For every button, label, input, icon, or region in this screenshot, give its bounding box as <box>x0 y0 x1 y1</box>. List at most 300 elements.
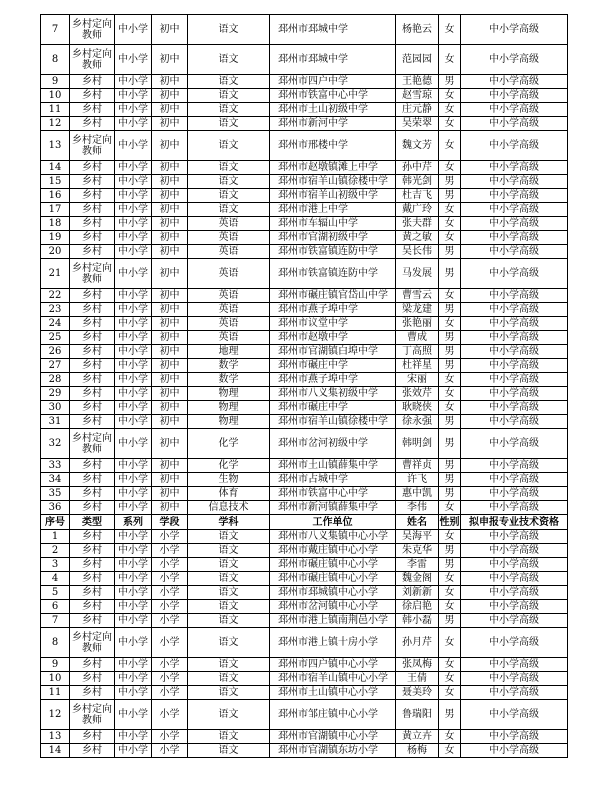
cell-stage: 小学 <box>152 628 188 658</box>
cell-series: 中小学 <box>115 558 152 572</box>
cell-type: 乡村 <box>70 672 115 686</box>
cell-subject: 英语 <box>188 217 270 231</box>
cell-subject: 英语 <box>188 289 270 303</box>
cell-qualification: 中小学高级 <box>461 303 568 317</box>
table-row <box>41 658 568 672</box>
cell-gender: 男 <box>439 189 461 203</box>
cell-qualification: 中小学高级 <box>461 459 568 473</box>
cell-stage: 初中 <box>152 401 188 415</box>
cell-series: 中小学 <box>115 658 152 672</box>
cell-type: 乡村 <box>70 231 115 245</box>
cell-seq: 9 <box>41 658 70 672</box>
cell-unit: 邳州市八义集镇中心小学 <box>270 530 396 544</box>
cell-seq: 10 <box>41 672 70 686</box>
cell-series: 中小学 <box>115 487 152 501</box>
cell-name: 梁龙建 <box>396 303 439 317</box>
cell-series: 中小学 <box>115 231 152 245</box>
cell-type: 乡村 <box>70 387 115 401</box>
cell-subject: 语文 <box>188 672 270 686</box>
cell-stage: 小学 <box>152 600 188 614</box>
cell-gender: 女 <box>439 89 461 103</box>
table-row <box>41 501 568 515</box>
cell-gender: 男 <box>439 429 461 459</box>
cell-name: 丁高照 <box>396 345 439 359</box>
cell-series: 中小学 <box>115 15 152 45</box>
cell-name: 李伟 <box>396 501 439 515</box>
cell-gender: 女 <box>439 501 461 515</box>
cell-seq: 7 <box>41 15 70 45</box>
cell-stage: 小学 <box>152 700 188 730</box>
cell-stage: 初中 <box>152 473 188 487</box>
cell-gender: 女 <box>439 103 461 117</box>
cell-stage: 初中 <box>152 331 188 345</box>
cell-series: 中小学 <box>115 117 152 131</box>
cell-series: 中小学 <box>115 359 152 373</box>
cell-subject: 英语 <box>188 259 270 289</box>
table-row <box>41 487 568 501</box>
cell-seq: 7 <box>41 614 70 628</box>
cell-qualification: 中小学高级 <box>461 131 568 161</box>
cell-series: 中小学 <box>115 203 152 217</box>
cell-seq: 27 <box>41 359 70 373</box>
cell-subject: 语文 <box>188 730 270 744</box>
cell-gender: 男 <box>439 415 461 429</box>
cell-name: 宋丽 <box>396 373 439 387</box>
cell-gender: 女 <box>439 586 461 600</box>
cell-series: 中小学 <box>115 161 152 175</box>
cell-series: 中小学 <box>115 45 152 75</box>
cell-type: 乡村 <box>70 530 115 544</box>
cell-gender: 女 <box>439 628 461 658</box>
cell-seq: 36 <box>41 501 70 515</box>
column-header-type: 类型 <box>70 515 115 530</box>
cell-series: 中小学 <box>115 245 152 259</box>
table-row <box>41 161 568 175</box>
cell-name: 魏金阁 <box>396 572 439 586</box>
cell-type: 乡村 <box>70 558 115 572</box>
cell-name: 黄立卉 <box>396 730 439 744</box>
table-row <box>41 700 568 730</box>
cell-qualification: 中小学高级 <box>461 189 568 203</box>
cell-series: 中小学 <box>115 614 152 628</box>
cell-name: 张艳丽 <box>396 317 439 331</box>
table-row <box>41 614 568 628</box>
cell-stage: 初中 <box>152 89 188 103</box>
cell-gender: 女 <box>439 401 461 415</box>
table-row <box>41 175 568 189</box>
cell-gender: 男 <box>439 331 461 345</box>
cell-gender: 女 <box>439 117 461 131</box>
cell-qualification: 中小学高级 <box>461 614 568 628</box>
cell-stage: 初中 <box>152 429 188 459</box>
cell-gender: 女 <box>439 672 461 686</box>
table-row <box>41 245 568 259</box>
cell-type: 乡村 <box>70 658 115 672</box>
cell-series: 中小学 <box>115 331 152 345</box>
table-row <box>41 103 568 117</box>
cell-qualification: 中小学高级 <box>461 401 568 415</box>
cell-name: 徐启艳 <box>396 600 439 614</box>
table-row <box>41 203 568 217</box>
table-row <box>41 259 568 289</box>
cell-seq: 28 <box>41 373 70 387</box>
cell-gender: 女 <box>439 373 461 387</box>
cell-subject: 物理 <box>188 415 270 429</box>
cell-unit: 邳州市官湖镇中心小学 <box>270 730 396 744</box>
cell-subject: 语文 <box>188 686 270 700</box>
cell-stage: 小学 <box>152 572 188 586</box>
cell-unit: 邳州市赵墩镇滩上中学 <box>270 161 396 175</box>
cell-unit: 邳州市邳城中学 <box>270 15 396 45</box>
cell-name: 曹成 <box>396 331 439 345</box>
cell-qualification: 中小学高级 <box>461 744 568 758</box>
cell-stage: 初中 <box>152 161 188 175</box>
cell-seq: 26 <box>41 345 70 359</box>
cell-qualification: 中小学高级 <box>461 259 568 289</box>
cell-stage: 小学 <box>152 544 188 558</box>
cell-name: 赵雪琼 <box>396 89 439 103</box>
cell-unit: 邳州市宿羊山镇徐楼中学 <box>270 415 396 429</box>
cell-type: 乡村 <box>70 373 115 387</box>
cell-unit: 邳州市官湖镇白埠中学 <box>270 345 396 359</box>
table-row <box>41 544 568 558</box>
cell-subject: 化学 <box>188 459 270 473</box>
cell-name: 黄之敏 <box>396 231 439 245</box>
cell-stage: 初中 <box>152 317 188 331</box>
cell-stage: 初中 <box>152 487 188 501</box>
cell-qualification: 中小学高级 <box>461 501 568 515</box>
cell-gender: 男 <box>439 359 461 373</box>
table-row <box>41 345 568 359</box>
cell-stage: 初中 <box>152 415 188 429</box>
cell-stage: 初中 <box>152 359 188 373</box>
table-row <box>41 459 568 473</box>
table-row <box>41 744 568 758</box>
cell-type: 乡村 <box>70 103 115 117</box>
cell-series: 中小学 <box>115 473 152 487</box>
cell-stage: 小学 <box>152 672 188 686</box>
table-row <box>41 131 568 161</box>
cell-stage: 小学 <box>152 586 188 600</box>
cell-subject: 化学 <box>188 429 270 459</box>
cell-unit: 邳州市碾庄中学 <box>270 401 396 415</box>
cell-series: 中小学 <box>115 103 152 117</box>
cell-stage: 初中 <box>152 103 188 117</box>
cell-seq: 1 <box>41 530 70 544</box>
column-header-qualification: 拟申报专业技术资格 <box>461 515 568 530</box>
cell-subject: 语文 <box>188 744 270 758</box>
cell-subject: 语文 <box>188 558 270 572</box>
cell-unit: 邳州市碾庄中学 <box>270 359 396 373</box>
cell-type: 乡村 <box>70 572 115 586</box>
cell-type: 乡村 <box>70 730 115 744</box>
cell-stage: 初中 <box>152 189 188 203</box>
cell-qualification: 中小学高级 <box>461 572 568 586</box>
table-row <box>41 401 568 415</box>
cell-subject: 语文 <box>188 530 270 544</box>
cell-qualification: 中小学高级 <box>461 289 568 303</box>
cell-seq: 22 <box>41 289 70 303</box>
table-row <box>41 558 568 572</box>
cell-gender: 女 <box>439 530 461 544</box>
cell-stage: 小学 <box>152 614 188 628</box>
cell-name: 李雷 <box>396 558 439 572</box>
cell-seq: 6 <box>41 600 70 614</box>
cell-type: 乡村 <box>70 586 115 600</box>
document-page <box>40 14 567 758</box>
cell-gender: 男 <box>439 473 461 487</box>
cell-unit: 邳州市土山镇中心小学 <box>270 686 396 700</box>
cell-unit: 邳州市八义集初级中学 <box>270 387 396 401</box>
table-row <box>41 429 568 459</box>
cell-name: 杨艳云 <box>396 15 439 45</box>
column-header-subject: 学科 <box>188 515 270 530</box>
cell-series: 中小学 <box>115 628 152 658</box>
cell-type: 乡村 <box>70 245 115 259</box>
cell-name: 范园园 <box>396 45 439 75</box>
cell-unit: 邳州市赵墩中学 <box>270 331 396 345</box>
cell-unit: 邳州市铁富镇连防中学 <box>270 259 396 289</box>
cell-type: 乡村 <box>70 501 115 515</box>
cell-seq: 32 <box>41 429 70 459</box>
cell-gender: 女 <box>439 289 461 303</box>
cell-seq: 19 <box>41 231 70 245</box>
cell-gender: 女 <box>439 730 461 744</box>
cell-qualification: 中小学高级 <box>461 558 568 572</box>
cell-type: 乡村 <box>70 614 115 628</box>
table-row <box>41 415 568 429</box>
cell-type: 乡村 <box>70 303 115 317</box>
cell-seq: 30 <box>41 401 70 415</box>
cell-qualification: 中小学高级 <box>461 331 568 345</box>
table-row <box>41 75 568 89</box>
cell-seq: 8 <box>41 628 70 658</box>
cell-qualification: 中小学高级 <box>461 359 568 373</box>
cell-seq: 24 <box>41 317 70 331</box>
cell-subject: 英语 <box>188 331 270 345</box>
cell-gender: 男 <box>439 700 461 730</box>
cell-unit: 邳州市四户中学 <box>270 75 396 89</box>
cell-unit: 邳州市岔河镇中心小学 <box>270 600 396 614</box>
cell-unit: 邳州市占城中学 <box>270 473 396 487</box>
cell-seq: 11 <box>41 686 70 700</box>
cell-seq: 20 <box>41 245 70 259</box>
cell-qualification: 中小学高级 <box>461 429 568 459</box>
cell-series: 中小学 <box>115 345 152 359</box>
cell-type: 乡村 <box>70 401 115 415</box>
cell-stage: 初中 <box>152 259 188 289</box>
cell-qualification: 中小学高级 <box>461 730 568 744</box>
cell-gender: 女 <box>439 217 461 231</box>
cell-name: 曹祥贞 <box>396 459 439 473</box>
cell-unit: 邳州市岔河初级中学 <box>270 429 396 459</box>
cell-stage: 初中 <box>152 15 188 45</box>
table-row <box>41 217 568 231</box>
cell-series: 中小学 <box>115 544 152 558</box>
column-header-gender: 性别 <box>439 516 460 528</box>
cell-subject: 数学 <box>188 373 270 387</box>
cell-qualification: 中小学高级 <box>461 75 568 89</box>
cell-gender: 男 <box>439 245 461 259</box>
table-row <box>41 586 568 600</box>
table-row <box>41 331 568 345</box>
cell-subject: 英语 <box>188 317 270 331</box>
cell-type: 乡村 <box>70 75 115 89</box>
cell-type: 乡村定向教师 <box>70 15 115 45</box>
cell-subject: 英语 <box>188 245 270 259</box>
cell-name: 吴长伟 <box>396 245 439 259</box>
cell-type: 乡村 <box>70 359 115 373</box>
cell-stage: 初中 <box>152 117 188 131</box>
column-header-stage: 学段 <box>152 515 188 530</box>
cell-type: 乡村 <box>70 415 115 429</box>
cell-name: 张效芹 <box>396 387 439 401</box>
cell-qualification: 中小学高级 <box>461 415 568 429</box>
cell-qualification: 中小学高级 <box>461 89 568 103</box>
cell-gender: 女 <box>439 600 461 614</box>
cell-subject: 语文 <box>188 117 270 131</box>
cell-unit: 邳州市新河中学 <box>270 117 396 131</box>
table-row <box>41 572 568 586</box>
table-body <box>41 15 568 758</box>
cell-unit: 邳州市港上镇南荆邑小学 <box>270 614 396 628</box>
cell-gender: 男 <box>439 544 461 558</box>
cell-unit: 邳州市铁富中心中学 <box>270 89 396 103</box>
cell-series: 中小学 <box>115 75 152 89</box>
cell-name: 曹雪云 <box>396 289 439 303</box>
table-row <box>41 600 568 614</box>
cell-series: 中小学 <box>115 686 152 700</box>
cell-gender: 女 <box>439 161 461 175</box>
cell-stage: 初中 <box>152 175 188 189</box>
cell-unit: 邳州市官湖镇东坊小学 <box>270 744 396 758</box>
cell-seq: 33 <box>41 459 70 473</box>
cell-stage: 初中 <box>152 459 188 473</box>
cell-subject: 信息技术 <box>188 501 270 515</box>
cell-type: 乡村 <box>70 289 115 303</box>
cell-seq: 5 <box>41 586 70 600</box>
cell-gender: 女 <box>439 387 461 401</box>
cell-gender: 女 <box>439 686 461 700</box>
cell-seq: 31 <box>41 415 70 429</box>
cell-gender: 女 <box>439 231 461 245</box>
cell-unit: 邳州市燕子埠中学 <box>270 373 396 387</box>
cell-series: 中小学 <box>115 317 152 331</box>
cell-type: 乡村 <box>70 217 115 231</box>
cell-subject: 语文 <box>188 103 270 117</box>
cell-qualification: 中小学高级 <box>461 45 568 75</box>
cell-seq: 9 <box>41 75 70 89</box>
column-header-seq: 序号 <box>41 515 70 530</box>
cell-unit: 邳州市邳城中学 <box>270 45 396 75</box>
cell-stage: 初中 <box>152 45 188 75</box>
cell-gender: 男 <box>439 345 461 359</box>
cell-series: 中小学 <box>115 586 152 600</box>
table-row <box>41 686 568 700</box>
cell-gender: 女 <box>439 131 461 161</box>
cell-name: 杜祥星 <box>396 359 439 373</box>
cell-name: 马发展 <box>396 259 439 289</box>
table-row <box>41 231 568 245</box>
cell-series: 中小学 <box>115 429 152 459</box>
table-row <box>41 303 568 317</box>
cell-unit: 邳州市车辐山中学 <box>270 217 396 231</box>
cell-subject: 生物 <box>188 473 270 487</box>
cell-name: 杨梅 <box>396 744 439 758</box>
cell-unit: 邳州市港上中学 <box>270 203 396 217</box>
cell-type: 乡村 <box>70 600 115 614</box>
cell-type: 乡村 <box>70 744 115 758</box>
cell-name: 韩明剑 <box>396 429 439 459</box>
cell-qualification: 中小学高级 <box>461 700 568 730</box>
cell-qualification: 中小学高级 <box>461 175 568 189</box>
cell-stage: 小学 <box>152 658 188 672</box>
cell-type: 乡村 <box>70 317 115 331</box>
cell-name: 张凤梅 <box>396 658 439 672</box>
cell-name: 鲁瑞阳 <box>396 700 439 730</box>
cell-qualification: 中小学高级 <box>461 672 568 686</box>
cell-qualification: 中小学高级 <box>461 117 568 131</box>
cell-stage: 初中 <box>152 387 188 401</box>
cell-qualification: 中小学高级 <box>461 473 568 487</box>
cell-unit: 邳州市邹庄镇中心小学 <box>270 700 396 730</box>
table-row <box>41 189 568 203</box>
cell-series: 中小学 <box>115 744 152 758</box>
cell-subject: 语文 <box>188 15 270 45</box>
cell-series: 中小学 <box>115 373 152 387</box>
cell-stage: 初中 <box>152 203 188 217</box>
cell-seq: 15 <box>41 175 70 189</box>
cell-series: 中小学 <box>115 415 152 429</box>
cell-unit: 邳州市宿羊山镇中心小学 <box>270 672 396 686</box>
cell-gender: 女 <box>439 15 461 45</box>
cell-qualification: 中小学高级 <box>461 161 568 175</box>
cell-subject: 语文 <box>188 614 270 628</box>
cell-seq: 35 <box>41 487 70 501</box>
cell-qualification: 中小学高级 <box>461 487 568 501</box>
cell-stage: 初中 <box>152 75 188 89</box>
cell-type: 乡村 <box>70 189 115 203</box>
cell-unit: 邳州市四户镇中心小学 <box>270 658 396 672</box>
table-row <box>41 672 568 686</box>
cell-series: 中小学 <box>115 700 152 730</box>
cell-type: 乡村定向教师 <box>70 628 115 658</box>
cell-unit: 邳州市碾庄镇中心小学 <box>270 572 396 586</box>
cell-subject: 语文 <box>188 89 270 103</box>
cell-seq: 2 <box>41 544 70 558</box>
cell-unit: 邳州市戴庄镇中心小学 <box>270 544 396 558</box>
cell-name: 朱克华 <box>396 544 439 558</box>
column-header-name: 姓名 <box>396 515 439 530</box>
cell-series: 中小学 <box>115 289 152 303</box>
cell-series: 中小学 <box>115 530 152 544</box>
cell-unit: 邳州市土山初级中学 <box>270 103 396 117</box>
cell-subject: 地理 <box>188 345 270 359</box>
cell-seq: 13 <box>41 730 70 744</box>
cell-type: 乡村定向教师 <box>70 131 115 161</box>
cell-seq: 34 <box>41 473 70 487</box>
cell-qualification: 中小学高级 <box>461 103 568 117</box>
cell-subject: 语文 <box>188 628 270 658</box>
cell-subject: 数学 <box>188 359 270 373</box>
cell-type: 乡村定向教师 <box>70 700 115 730</box>
cell-stage: 小学 <box>152 558 188 572</box>
cell-name: 耿晓侠 <box>396 401 439 415</box>
cell-stage: 初中 <box>152 373 188 387</box>
cell-gender: 男 <box>439 614 461 628</box>
cell-subject: 语文 <box>188 572 270 586</box>
cell-gender: 男 <box>439 487 461 501</box>
